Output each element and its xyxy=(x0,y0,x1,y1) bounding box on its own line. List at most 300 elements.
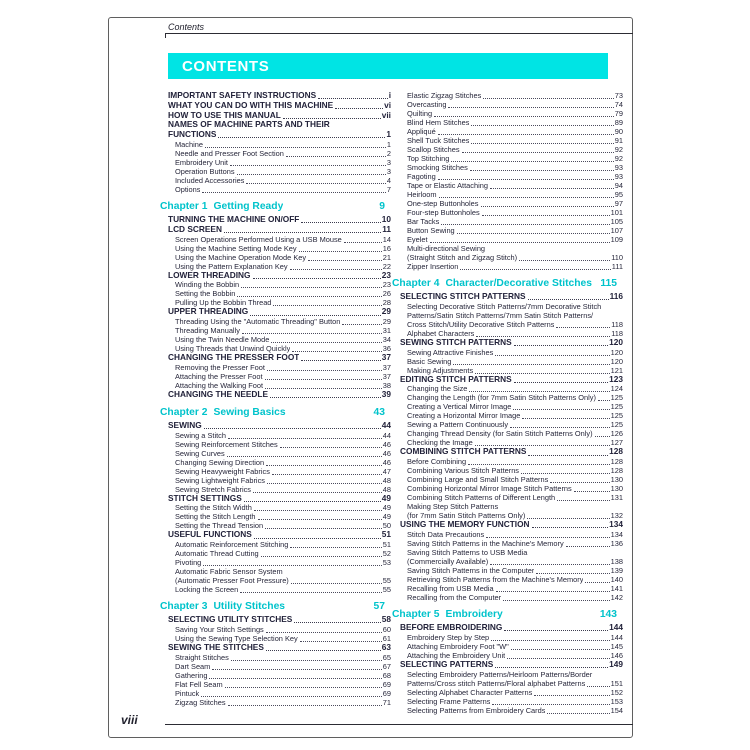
toc-entry-page-number: 140 xyxy=(610,574,623,584)
toc-entry-label: Sewing Reinforcement Stitches xyxy=(175,439,278,449)
toc-entry-page-number: 130 xyxy=(610,484,623,494)
toc-entry-page-number: 146 xyxy=(610,650,623,660)
toc-entry-label: Selecting Embroidery Patterns/Heirloom Patterns/Border xyxy=(407,669,593,679)
toc-entry-last-line xyxy=(175,485,391,494)
toc-entry-page-number: 1 xyxy=(386,129,391,140)
toc-entry-last-line xyxy=(175,253,391,262)
dot-leader xyxy=(244,501,381,502)
dot-leader xyxy=(267,483,382,484)
toc-entry xyxy=(175,235,391,244)
toc-entry-page-number: 136 xyxy=(610,538,623,548)
toc-entry-label: Checking the Image xyxy=(407,438,473,448)
dot-leader xyxy=(510,427,610,428)
toc-entry-label: Elastic Zigzag Stitches xyxy=(407,91,482,100)
toc-entry xyxy=(168,120,391,140)
footer-rule xyxy=(165,724,633,725)
dot-leader xyxy=(261,556,382,557)
toc-entry xyxy=(407,393,623,402)
toc-entry-page-number: 1 xyxy=(386,139,391,149)
toc-entry-label: LOWER THREADING xyxy=(168,270,251,280)
toc-entry-page-number: 89 xyxy=(614,118,623,127)
toc-entry xyxy=(400,520,623,530)
dot-leader xyxy=(294,622,380,623)
dot-leader xyxy=(495,355,609,356)
toc-entry xyxy=(175,381,391,390)
toc-entry-page-number: i xyxy=(388,90,391,100)
toc-entry xyxy=(168,111,391,121)
toc-entry-page-number: 118 xyxy=(611,319,623,329)
toc-entry xyxy=(407,402,623,411)
toc-entry-label: Automatic Fabric Sensor System xyxy=(175,567,283,577)
toc-entry-label: Attaching Embroidery Foot "W" xyxy=(407,641,509,651)
toc-entry-last-line xyxy=(407,118,623,127)
toc-entry-page-number: 125 xyxy=(610,402,623,412)
toc-entry-last-line xyxy=(175,185,391,194)
toc-entry xyxy=(175,149,391,158)
chapter-title: Sewing Basics xyxy=(213,406,286,418)
dot-leader xyxy=(308,260,382,261)
toc-entry-last-line xyxy=(175,262,391,271)
toc-entry xyxy=(407,411,623,420)
toc-entry-page-number: 31 xyxy=(382,326,391,336)
toc-entry-page-number: 51 xyxy=(381,529,391,540)
toc-entry xyxy=(175,140,391,149)
dot-leader xyxy=(291,583,382,584)
dot-leader xyxy=(253,278,381,279)
toc-entry-page-number: 50 xyxy=(382,521,391,531)
toc-entry-label: Appliqué xyxy=(407,127,436,136)
toc-entry-last-line xyxy=(175,671,391,680)
toc-entry-label: Saving Your Stitch Settings xyxy=(175,624,264,634)
toc-entry-label: Flat Fell Seam xyxy=(175,679,223,689)
dot-leader xyxy=(430,242,610,243)
dot-leader xyxy=(503,600,610,601)
chapter-page-number: 57 xyxy=(373,601,385,613)
toc-entry-last-line xyxy=(175,158,391,167)
toc-entry-label: Shell Tuck Stitches xyxy=(407,136,470,145)
toc-entry-page-number: 132 xyxy=(610,511,623,521)
toc-entry-last-line xyxy=(175,176,391,185)
dot-leader xyxy=(290,547,381,548)
toc-entry xyxy=(407,357,623,366)
toc-entry-page-number: 46 xyxy=(382,448,391,458)
toc-entry-last-line xyxy=(175,289,391,298)
dot-leader xyxy=(286,156,386,157)
dot-leader xyxy=(212,669,381,670)
toc-entry xyxy=(400,292,623,302)
dot-leader xyxy=(482,215,610,216)
toc-entry-label: Overcasting xyxy=(407,100,447,109)
toc-entry-page-number: 60 xyxy=(382,624,391,634)
toc-entry-page-number: 91 xyxy=(614,136,623,145)
toc-entry-last-line xyxy=(407,697,623,706)
toc-entry xyxy=(175,512,391,521)
toc-entry-page-number: 125 xyxy=(610,420,623,430)
toc-entry-label: (Commercially Available) xyxy=(407,556,489,566)
toc-entry-last-line xyxy=(175,698,391,707)
toc-entry xyxy=(407,329,623,338)
toc-entry xyxy=(407,118,623,127)
toc-entry-page-number: 39 xyxy=(381,388,391,399)
dot-leader xyxy=(468,464,609,465)
dot-leader xyxy=(534,695,609,696)
dot-leader xyxy=(471,125,613,126)
toc-entry-label: Making Adjustments xyxy=(407,365,474,375)
dot-leader xyxy=(237,174,386,175)
toc-entry-page-number: 44 xyxy=(381,419,391,430)
toc-entry-label: Attaching the Presser Foot xyxy=(175,371,263,381)
dot-leader xyxy=(290,269,382,270)
toc-entry-last-line xyxy=(407,154,623,163)
toc-entry-label: SEWING STITCH PATTERNS xyxy=(400,337,512,347)
dot-leader xyxy=(469,391,609,392)
dot-leader xyxy=(441,224,609,225)
toc-entry xyxy=(175,476,391,485)
toc-entry-page-number: 116 xyxy=(609,291,623,301)
dot-leader xyxy=(475,373,610,374)
toc-entry-label: UPPER THREADING xyxy=(168,307,249,317)
dot-leader xyxy=(301,222,380,223)
toc-entry-last-line xyxy=(175,280,391,289)
toc-entry-label: CHANGING THE PRESSER FOOT xyxy=(168,353,300,363)
toc-entry-label: Removing the Presser Foot xyxy=(175,362,265,372)
toc-entry-label: Automatic Thread Cutting xyxy=(175,549,259,559)
toc-entry-label: Pulling Up the Bobbin Thread xyxy=(175,298,272,308)
toc-entry-page-number: 55 xyxy=(382,576,391,586)
dot-leader xyxy=(335,108,383,109)
toc-entry-last-line xyxy=(175,372,391,381)
toc-entry xyxy=(175,634,391,643)
toc-entry-label: BEFORE EMBROIDERING xyxy=(400,622,503,632)
dot-leader xyxy=(522,418,609,419)
contents-banner-title: CONTENTS xyxy=(182,58,270,75)
toc-entry-page-number: 49 xyxy=(382,503,391,513)
toc-column-left xyxy=(160,90,391,715)
toc-entry-page-number: 16 xyxy=(382,243,391,253)
toc-entry xyxy=(407,651,623,660)
toc-entry-label: SELECTING PATTERNS xyxy=(400,659,494,669)
toc-entry-last-line xyxy=(175,326,391,335)
dot-leader xyxy=(241,287,382,288)
toc-entry xyxy=(175,625,391,634)
dot-leader xyxy=(513,409,609,410)
toc-entry-page-number: 23 xyxy=(381,269,391,280)
toc-entry-page-number: 51 xyxy=(382,540,391,550)
toc-entry-label: Options xyxy=(175,184,201,194)
toc-entry-last-line xyxy=(407,706,623,715)
dot-leader xyxy=(254,538,381,539)
toc-entry xyxy=(168,225,391,235)
toc-entry xyxy=(407,502,623,520)
toc-entry-last-line xyxy=(407,584,623,593)
toc-entry xyxy=(400,447,623,457)
toc-entry xyxy=(407,199,623,208)
dot-leader xyxy=(270,397,381,398)
toc-entry-page-number: 44 xyxy=(382,430,391,440)
toc-entry-last-line xyxy=(407,163,623,172)
toc-entry-label: Using Threads that Unwind Quickly xyxy=(175,344,291,354)
dot-leader xyxy=(557,500,609,501)
toc-entry-last-line xyxy=(168,307,391,317)
toc-entry-last-line xyxy=(400,292,623,302)
toc-entry-label: FUNCTIONS xyxy=(168,130,217,140)
toc-entry-label: Using the Pattern Explanation Key xyxy=(175,261,288,271)
toc-entry xyxy=(407,127,623,136)
toc-entry-last-line xyxy=(407,575,623,584)
dot-leader xyxy=(492,704,609,705)
toc-entry-last-line xyxy=(407,262,623,271)
toc-entry-last-line xyxy=(407,199,623,208)
toc-entry-label: (Automatic Presser Foot Pressure) xyxy=(175,576,289,586)
toc-entry-label: Sewing Curves xyxy=(175,448,225,458)
toc-entry-last-line xyxy=(175,549,391,558)
running-header: Contents xyxy=(168,22,205,32)
chapter-page-number: 43 xyxy=(373,406,385,418)
toc-entry-label: Quilting xyxy=(407,109,433,118)
toc-entry-label: Sewing Attractive Finishes xyxy=(407,347,494,357)
dot-leader xyxy=(585,582,609,583)
dot-leader xyxy=(267,370,382,371)
toc-entry-label: Setting the Stitch Width xyxy=(175,503,252,513)
toc-entry-last-line xyxy=(175,680,391,689)
toc-entry-last-line xyxy=(407,593,623,602)
toc-entry xyxy=(168,530,391,540)
toc-entry-last-line xyxy=(407,357,623,366)
toc-chapter-row xyxy=(392,609,617,621)
dot-leader xyxy=(470,170,614,171)
toc-entry-page-number: 73 xyxy=(614,91,623,100)
toc-entry-label: Threading Manually xyxy=(175,326,240,336)
toc-entry xyxy=(175,253,391,262)
toc-entry-page-number: 48 xyxy=(382,484,391,494)
toc-entry-label: Embroidery Unit xyxy=(175,157,228,167)
toc-entry xyxy=(175,698,391,707)
toc-entry xyxy=(175,344,391,353)
dot-leader xyxy=(462,152,614,153)
toc-entry xyxy=(407,208,623,217)
toc-entry-last-line xyxy=(175,634,391,643)
toc-entry-page-number: 53 xyxy=(382,558,391,568)
toc-entry-page-number: 47 xyxy=(382,466,391,476)
toc-entry-label: Setting the Thread Tension xyxy=(175,521,264,531)
dot-leader xyxy=(528,455,608,456)
dot-leader xyxy=(225,687,382,688)
toc-entry xyxy=(175,585,391,594)
toc-entry-label: Setting the Stitch Length xyxy=(175,512,256,522)
dot-leader xyxy=(273,305,381,306)
toc-entry xyxy=(175,244,391,253)
toc-chapter-row xyxy=(160,201,385,213)
toc-entry-last-line xyxy=(168,494,391,504)
toc-entry-last-line xyxy=(175,363,391,372)
dot-leader xyxy=(228,438,382,439)
toc-entry-page-number: 124 xyxy=(610,384,623,394)
dot-leader xyxy=(491,640,609,641)
toc-entry-label: Locking the Screen xyxy=(175,585,239,595)
toc-entry-last-line xyxy=(407,384,623,393)
toc-entry-page-number: 149 xyxy=(609,658,623,669)
toc-entry xyxy=(407,642,623,651)
toc-entry xyxy=(168,271,391,281)
dot-leader xyxy=(254,510,382,511)
toc-entry-page-number: 52 xyxy=(382,549,391,559)
dot-leader xyxy=(453,364,609,365)
toc-entry xyxy=(407,226,623,235)
toc-entry-last-line xyxy=(407,109,623,118)
toc-entry-label: Gathering xyxy=(175,670,208,680)
toc-entry-label: HOW TO USE THIS MANUAL xyxy=(168,110,281,120)
toc-entry xyxy=(175,467,391,476)
toc-entry-last-line xyxy=(407,651,623,660)
toc-entry-page-number: 107 xyxy=(610,226,623,235)
header-rule xyxy=(165,33,633,38)
toc-entry-label: One-step Buttonholes xyxy=(407,199,479,208)
toc-entry xyxy=(168,421,391,431)
toc-entry-page-number: 29 xyxy=(382,317,391,327)
toc-entry-label: Creating a Horizontal Mirror Image xyxy=(407,411,521,421)
dot-leader xyxy=(265,388,382,389)
toc-entry-last-line xyxy=(175,458,391,467)
toc-entry-last-line xyxy=(407,208,623,217)
toc-entry-last-line xyxy=(407,557,623,566)
toc-entry-last-line xyxy=(407,217,623,226)
page-number: viii xyxy=(121,713,138,727)
dot-leader xyxy=(556,327,610,328)
dot-leader xyxy=(258,519,382,520)
toc-entry xyxy=(407,593,623,602)
toc-entry xyxy=(400,375,623,385)
toc-entry xyxy=(175,449,391,458)
toc-entry xyxy=(168,494,391,504)
dot-leader xyxy=(205,147,386,148)
toc-chapter-row xyxy=(160,407,385,419)
toc-entry-page-number: 37 xyxy=(382,371,391,381)
toc-entry-label: Patterns/Satin Stitch Patterns/7mm Satin Stitch Patterns/ xyxy=(407,310,594,320)
toc-entry-last-line xyxy=(407,320,623,329)
toc-entry-last-line xyxy=(407,566,623,575)
dot-leader xyxy=(240,592,381,593)
toc-entry-last-line xyxy=(175,440,391,449)
dot-leader xyxy=(237,296,381,297)
toc-entry-label: Patterns/Cross stitch Patterns/Floral alphabet Patterns xyxy=(407,678,586,688)
toc-entry xyxy=(175,317,391,326)
toc-entry xyxy=(168,101,391,111)
toc-entry xyxy=(407,697,623,706)
chapter-title: Character/Decorative Stitches xyxy=(445,278,593,289)
dot-leader xyxy=(483,98,613,99)
toc-entry xyxy=(175,680,391,689)
toc-entry-label: Retrieving Stitch Patterns from the Machine's Memory xyxy=(407,574,584,584)
toc-entry-page-number: 61 xyxy=(382,633,391,643)
toc-entry-page-number: 26 xyxy=(382,289,391,299)
toc-entry-label: Multi-directional Sewing xyxy=(407,244,486,253)
dot-leader xyxy=(511,649,610,650)
toc-columns xyxy=(160,90,623,715)
toc-entry-last-line xyxy=(407,688,623,697)
toc-entry xyxy=(407,457,623,466)
toc-entry-label: CHANGING THE NEEDLE xyxy=(168,389,269,399)
toc-entry-label: Selecting Patterns from Embroidery Cards xyxy=(407,705,546,715)
dot-leader xyxy=(448,107,613,108)
toc-entry-page-number: 101 xyxy=(610,208,623,217)
toc-entry-label: Winding the Bobbin xyxy=(175,280,240,290)
toc-entry-label: USING THE MEMORY FUNCTION xyxy=(400,520,530,530)
toc-entry-last-line xyxy=(168,353,391,363)
toc-entry-last-line xyxy=(407,438,623,447)
dot-leader xyxy=(528,299,609,300)
toc-entry-last-line xyxy=(175,431,391,440)
toc-entry-last-line xyxy=(175,585,391,594)
toc-entry-last-line xyxy=(407,530,623,539)
toc-entry xyxy=(168,215,391,225)
dot-leader xyxy=(231,660,382,661)
dot-leader xyxy=(514,345,608,346)
toc-entry-last-line xyxy=(168,225,391,235)
toc-entry-label: Saving Stitch Patterns to USB Media xyxy=(407,547,528,557)
toc-entry-page-number: 74 xyxy=(614,100,623,109)
toc-entry-label: Pintuck xyxy=(175,688,200,698)
toc-entry xyxy=(168,91,391,101)
toc-entry-label: SEWING THE STITCHES xyxy=(168,642,264,652)
toc-entry-page-number: 126 xyxy=(610,429,623,439)
toc-entry xyxy=(407,109,623,118)
toc-entry-page-number: 144 xyxy=(609,621,623,632)
toc-entry-last-line xyxy=(175,298,391,307)
toc-entry xyxy=(175,653,391,662)
dot-leader xyxy=(496,591,610,592)
dot-leader xyxy=(434,116,614,117)
toc-entry-last-line xyxy=(407,127,623,136)
toc-entry-label: Sewing Lightweight Fabrics xyxy=(175,475,265,485)
toc-entry-page-number: 154 xyxy=(610,705,623,715)
toc-entry-last-line xyxy=(175,149,391,158)
toc-entry-page-number: 49 xyxy=(381,492,391,503)
dot-leader xyxy=(490,564,609,565)
toc-entry xyxy=(407,172,623,181)
toc-entry-last-line xyxy=(175,244,391,253)
toc-entry-page-number: 97 xyxy=(614,199,623,208)
toc-entry-last-line xyxy=(407,253,623,262)
toc-entry xyxy=(175,431,391,440)
toc-entry-page-number: 55 xyxy=(382,585,391,595)
toc-entry-last-line xyxy=(407,539,623,548)
dot-leader xyxy=(230,165,386,166)
dot-leader xyxy=(550,482,609,483)
toc-entry-page-number: 120 xyxy=(610,356,623,366)
toc-entry-last-line xyxy=(400,623,623,633)
toc-entry-last-line xyxy=(407,475,623,484)
toc-entry-last-line xyxy=(175,167,391,176)
toc-entry xyxy=(407,566,623,575)
toc-entry xyxy=(407,163,623,172)
dot-leader xyxy=(301,360,380,361)
toc-entry xyxy=(407,366,623,375)
toc-entry xyxy=(175,335,391,344)
toc-entry-page-number: 37 xyxy=(381,352,391,363)
toc-entry xyxy=(168,353,391,363)
toc-entry-page-number: 92 xyxy=(614,154,623,163)
toc-entry xyxy=(175,158,391,167)
toc-entry-page-number: 93 xyxy=(614,172,623,181)
dot-leader xyxy=(299,251,382,252)
toc-entry-label: Using the Twin Needle Mode xyxy=(175,335,270,345)
toc-entry-label: Sewing a Pattern Continuously xyxy=(407,420,509,430)
toc-entry-label: Pivoting xyxy=(175,558,202,568)
toc-entry xyxy=(407,190,623,199)
toc-entry-last-line xyxy=(407,679,623,688)
toc-entry xyxy=(175,485,391,494)
dot-leader xyxy=(495,667,608,668)
